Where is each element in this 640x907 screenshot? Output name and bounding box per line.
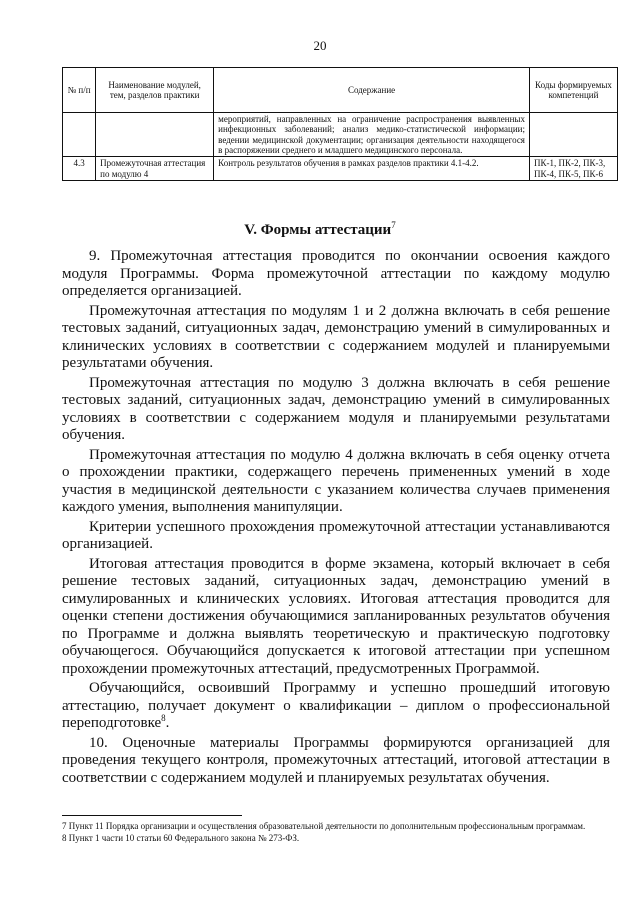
table-row [63, 157, 618, 181]
footnote-divider [62, 815, 242, 816]
section-title [0, 220, 640, 239]
row-competence-codes: ПК-1, ПК-2, ПК-3, ПК-4, ПК-5, ПК-6 [529, 157, 617, 181]
row-number: 4.3 [63, 157, 96, 181]
paragraph: Промежуточная аттестация по модулю 4 должна включать в себя оценку отчета о прохождении практики, содержащего перечень примененных умений в ходе участия в медицинской деятельности с указанием количества случаев применения каждого умения, выполнения манипуляции. [62, 446, 610, 515]
table-header-row [63, 68, 618, 113]
paragraph-text: Обучающийся, освоивший Программу и успешно прошедший итоговую аттестацию, получает документ о квалификации – диплом о профессиональной переподготовке [62, 680, 610, 731]
paragraph: Итоговая аттестация проводится в форме экзамена, который включает в себя решение тестовых заданий, ситуационных задач, демонстрацию умений в симулированных и клинических условиях. Итоговая аттестация проводится для оценки степени достижения обучающимися запланированных результатов обучения по Программе и должна выявлять теоретическую и практическую подготовку обучающегося. Обучающийся допускается к итоговой аттестации при успешном прохождении промежуточных аттестаций, предусмотренных Программой. [62, 555, 610, 677]
paragraph: 10. Оценочные материалы Программы формируются организацией для проведения текущего контроля, промежуточных аттестаций, итоговой аттестации в соответствии с содержанием модулей и планируемых результатах обучения. [62, 734, 610, 786]
header-competence-codes: Коды формируемых компетенций [529, 68, 617, 113]
body-text [62, 248, 610, 789]
paragraph: Промежуточная аттестация по модулям 1 и 2 должна включать в себя решение тестовых заданий, ситуационных задач, демонстрацию умений в симулированных и клинических условиях в соответствии с содержанием модулей и планируемыми результатами обучения. [62, 302, 610, 371]
row-content: мероприятий, направленных на ограничение распространения выявленных инфекционных заболеваний; анализ медико-статистической информации; ведении медицинской документации; организация деятельности находящегося в распоряжении среднего и младшего медицинского персонала. [214, 113, 530, 157]
footnote-ref-8: 8 [161, 713, 166, 723]
table-row [63, 113, 618, 157]
footnote: 7 Пункт 11 Порядка организации и осуществления образовательной деятельности по дополнительным профессиональным программам. [62, 821, 586, 831]
footnote: 8 Пункт 1 части 10 статьи 60 Федерального закона № 273-ФЗ. [62, 833, 300, 843]
curriculum-table [62, 67, 618, 181]
header-number: № п/п [63, 68, 96, 113]
footnote-ref-7: 7 [391, 220, 396, 230]
header-content: Содержание [214, 68, 530, 113]
row-number [63, 113, 96, 157]
row-content: Контроль результатов обучения в рамках разделов практики 4.1-4.2. [214, 157, 530, 181]
row-module-name [96, 113, 214, 157]
page-number: 20 [313, 38, 327, 53]
paragraph: Промежуточная аттестация по модулю 3 должна включать в себя решение тестовых заданий, ситуационных задач, демонстрацию умений в симулированных условиях в соответствии с содержанием модуля и планируемыми результатами обучения. [62, 374, 610, 443]
paragraph: Обучающийся, освоивший Программу и успешно прошедший итоговую аттестацию, получает документ о квалификации – диплом о профессиональной переподготовке$^8$. [62, 680, 610, 731]
header-module-name: Наименование модулей, тем, разделов практики [96, 68, 214, 113]
paragraph: 9. Промежуточная аттестация проводится по окончании освоения каждого модуля Программы. Форма промежуточной аттестации по каждому модулю определяется организацией. [62, 248, 610, 299]
row-competence-codes [529, 113, 617, 157]
section-title-text: V. Формы аттестации [244, 222, 392, 238]
paragraph: Критерии успешного прохождения промежуточной аттестации устанавливаются организацией. [62, 518, 610, 552]
row-module-name: Промежуточная аттестация по модулю 4 [96, 157, 214, 181]
footnotes [62, 820, 610, 844]
